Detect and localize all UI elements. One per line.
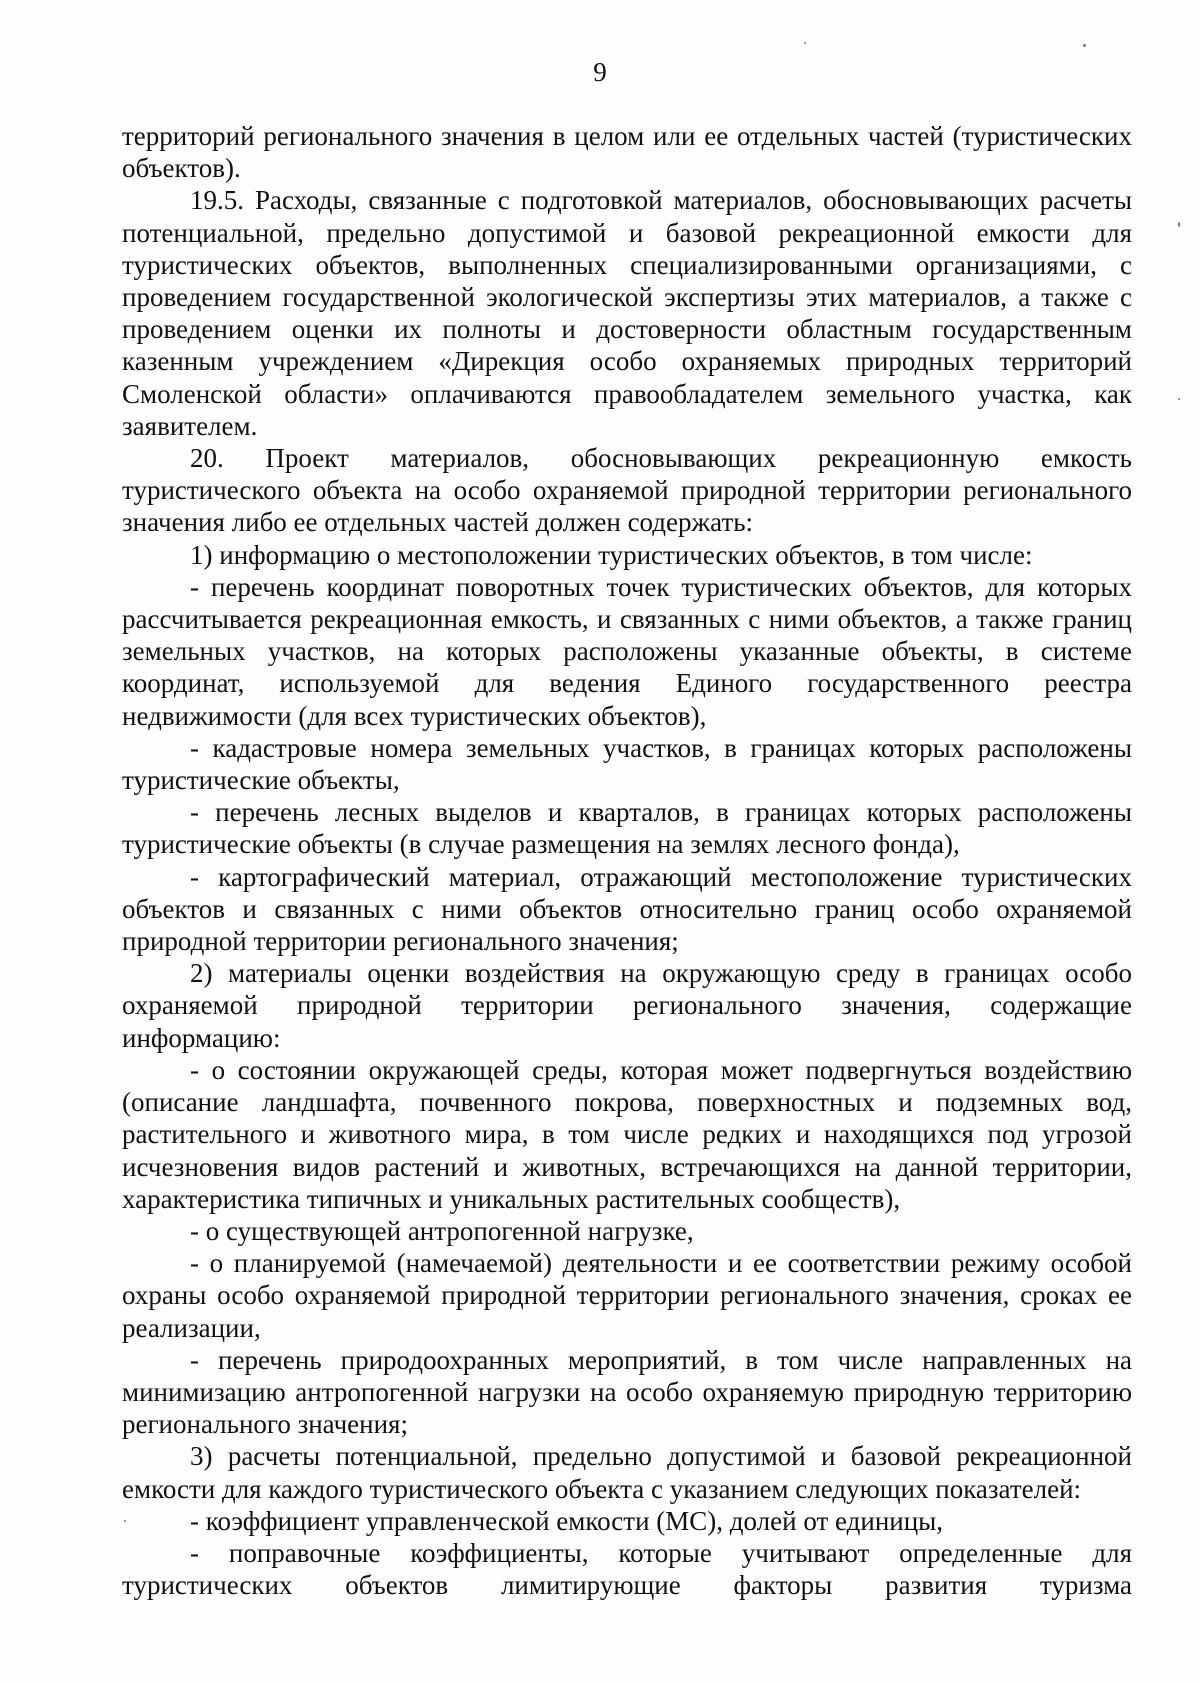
list-subitem-cadastral: - кадастровые номера земельных участков, в границах которых расположены туристические объекты, xyxy=(122,732,1132,796)
list-item-2: 2) материалы оценки воздействия на окружающую среду в границах особо охраняемой природной территории регионального значения, содержащие информацию: xyxy=(122,958,1132,1053)
list-subitem-protection-measures: - перечень природоохранных мероприятий, в том числе направленных на минимизацию антропогенной нагрузки на особо охраняемую природную территорию регионального значения; xyxy=(122,1344,1132,1440)
list-subitem-cartographic: - картографический материал, отражающий местоположение туристических объектов и связанных с ними объектов относительно границ особо охраняемой природной территории регионального значения; xyxy=(122,861,1132,957)
list-item-3: 3) расчеты потенциальной, предельно допустимой и базовой рекреационной емкости для каждого туристического объекта с указанием следующих показателей: xyxy=(122,1441,1132,1504)
list-subitem-forest: - перечень лесных выделов и кварталов, в границах которых расположены туристические объекты (в случае размещения на землях лесного фонда), xyxy=(122,797,1132,860)
list-subitem-correction-coefficients: - поправочные коэффициенты, которые учитывают определенные для туристических объектов лимитирующие факторы развития туризма xyxy=(122,1537,1132,1601)
paragraph-19-5: 19.5. Расходы, связанные с подготовкой материалов, обосновывающих расчеты потенциальной, предельно допустимой и базовой рекреационной емкости для туристических объектов, выполненных специализированными организациями, с проведением государственной экологической экспертизы этих материалов, а также с проведением оценки их полноты и достоверности областным государственным казенным учреждением «Дирекция особо охраняемых природных территорий Смоленской области» оплачиваются правообладателем земельного участка, как заявителем. xyxy=(122,185,1132,441)
scan-speck xyxy=(1178,398,1180,400)
paragraph-continuation: территорий регионального значения в целом или ее отдельных частей (туристических объектов). xyxy=(122,121,1132,184)
list-subitem-management-coefficient: - коэффициент управленческой емкости (МС), долей от единицы, xyxy=(190,1505,944,1536)
scan-speck xyxy=(1178,222,1180,227)
page-number: 9 xyxy=(593,57,607,87)
scan-speck xyxy=(804,42,806,44)
scan-speck xyxy=(1083,44,1086,47)
list-item-1: 1) информацию о местоположении туристических объектов, в том числе: xyxy=(190,539,1033,570)
scan-speck xyxy=(124,1520,126,1522)
list-subitem-planned-activity: - о планируемой (намечаемой) деятельности и ее соответствии режиму особой охраны особо охраняемой природной территории регионального значения, сроках ее реализации, xyxy=(122,1248,1132,1343)
list-subitem-anthropogenic: - о существующей антропогенной нагрузке, xyxy=(190,1215,694,1246)
document-body xyxy=(122,120,1132,1601)
list-subitem-coordinates: - перечень координат поворотных точек туристических объектов, для которых рассчитывается рекреационная емкость, и связанных с ними объектов, а также границ земельных участков, на которых расположены указанные объекты, в системе координат, используемой для ведения Единого государственного реестра недвижимости (для всех туристических объектов), xyxy=(122,571,1132,731)
paragraph-20: 20. Проект материалов, обосновывающих рекреационную емкость туристического объекта на особо охраняемой природной территории регионального значения либо ее отдельных частей должен содержать: xyxy=(122,443,1132,538)
list-subitem-environment: - о состоянии окружающей среды, которая может подвергнуться воздействию (описание ландшафта, почвенного покрова, поверхностных и подземных вод, растительного и животного мира, в том числе редких и находящихся под угрозой исчезновения видов растений и животных, встречающихся на данной территории, характеристика типичных и уникальных растительных сообществ), xyxy=(122,1054,1132,1214)
